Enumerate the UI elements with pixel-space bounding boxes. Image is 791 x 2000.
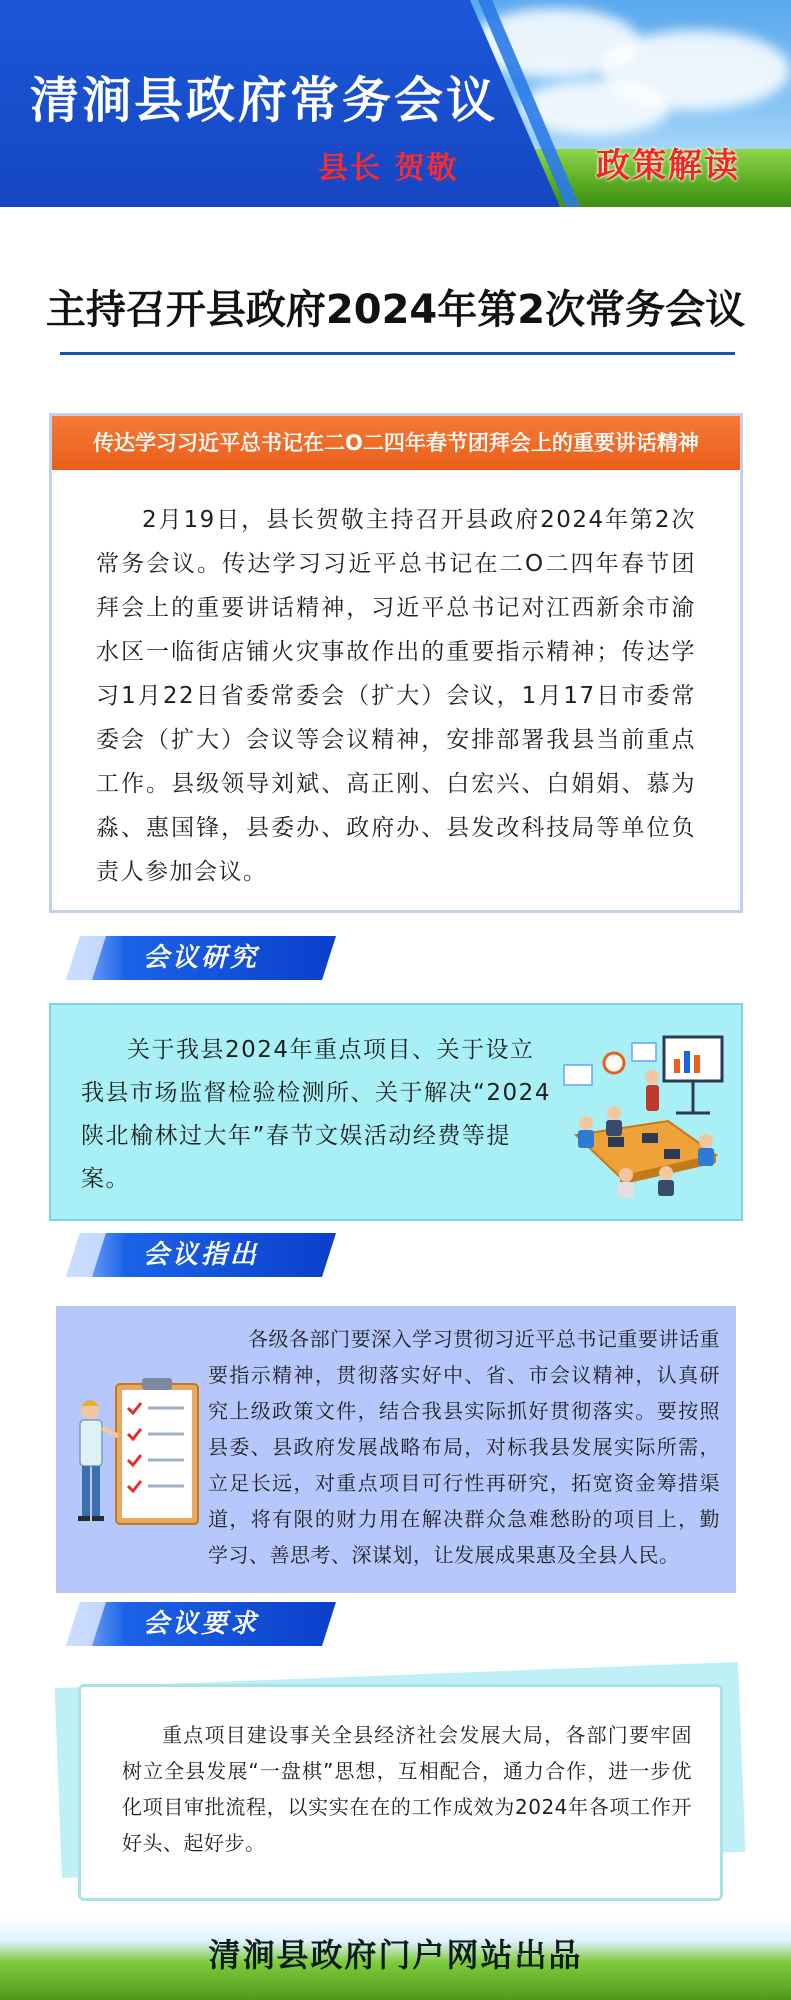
- checklist-illustration-icon: [66, 1376, 206, 1546]
- section-pointed-out-body: 各级各部门要深入学习贯彻习近平总书记重要讲话重要指示精神，贯彻落实好中、省、市会议精神，认真研究上级政策文件，结合我县实际抓好贯彻落实。要按照县委、县政府发展战略布局，对标我县发展实际所需，立足长远，对重点项目可行性再研究，拓宽资金筹措渠道，将有限的财力用在解决群众急难愁盼的项目上，勤学习、善思考、深谋划，让发展成果惠及全县人民。: [208, 1327, 720, 1567]
- header-main-title: 清涧县政府常务会议: [30, 72, 499, 129]
- section-requirements-body: 重点项目建设事关全县经济社会发展大局，各部门要牢固树立全县发展“一盘棋”思想，互相配合，通力合作，进一步优化项目审批流程，以实实在在的工作成效为2024年各项工作开好头、起好步。: [122, 1723, 692, 1855]
- section-pointed-out-card: [56, 1306, 736, 1593]
- label-requirements: [66, 1602, 336, 1646]
- label-research-text: 会议研究: [142, 943, 259, 973]
- footer-banner: [0, 1916, 791, 2000]
- section-research-card: [49, 1003, 743, 1221]
- meeting-illustration-icon: [556, 1025, 731, 1200]
- title-divider: [60, 352, 735, 355]
- label-research: [66, 936, 336, 980]
- header-banner: [0, 0, 791, 207]
- page-title: 主持召开县政府2024年第2次常务会议: [45, 287, 746, 333]
- label-requirements-text: 会议要求: [142, 1609, 259, 1639]
- section-speech-heading: 传达学习习近平总书记在二O二四年春节团拜会上的重要讲话精神: [52, 416, 740, 470]
- section-requirements-card: [78, 1684, 723, 1901]
- section-speech-body: 2月19日，县长贺敬主持召开县政府2024年第2次常务会议。传达学习习近平总书记在二O二四年春节团拜会上的重要讲话精神，习近平总书记对江西新余市渝水区一临街店铺火灾事故作出的重要指示精神；传达学习1月22日省委常委会（扩大）会议，1月17日市委常委会（扩大）会议等会议精神，安排部署我县当前重点工作。县级领导刘斌、高正刚、白宏兴、白娟娟、慕为淼、惠国锋，县委办、政府办、县发改科技局等单位负责人参加会议。: [96, 507, 696, 885]
- label-pointed-out-text: 会议指出: [142, 1240, 259, 1270]
- footer-text: 清涧县政府门户网站出品: [208, 1936, 583, 1974]
- section-speech-card: [49, 413, 743, 913]
- header-sub-title: 县长 贺敬: [318, 151, 459, 186]
- label-pointed-out: [66, 1233, 336, 1277]
- policy-tag: 政策解读: [596, 146, 740, 186]
- section-research-body: 关于我县2024年重点项目、关于设立我县市场监督检验检测所、关于解决“2024陕北榆林过大年”春节文娱活动经费等提案。: [81, 1037, 551, 1192]
